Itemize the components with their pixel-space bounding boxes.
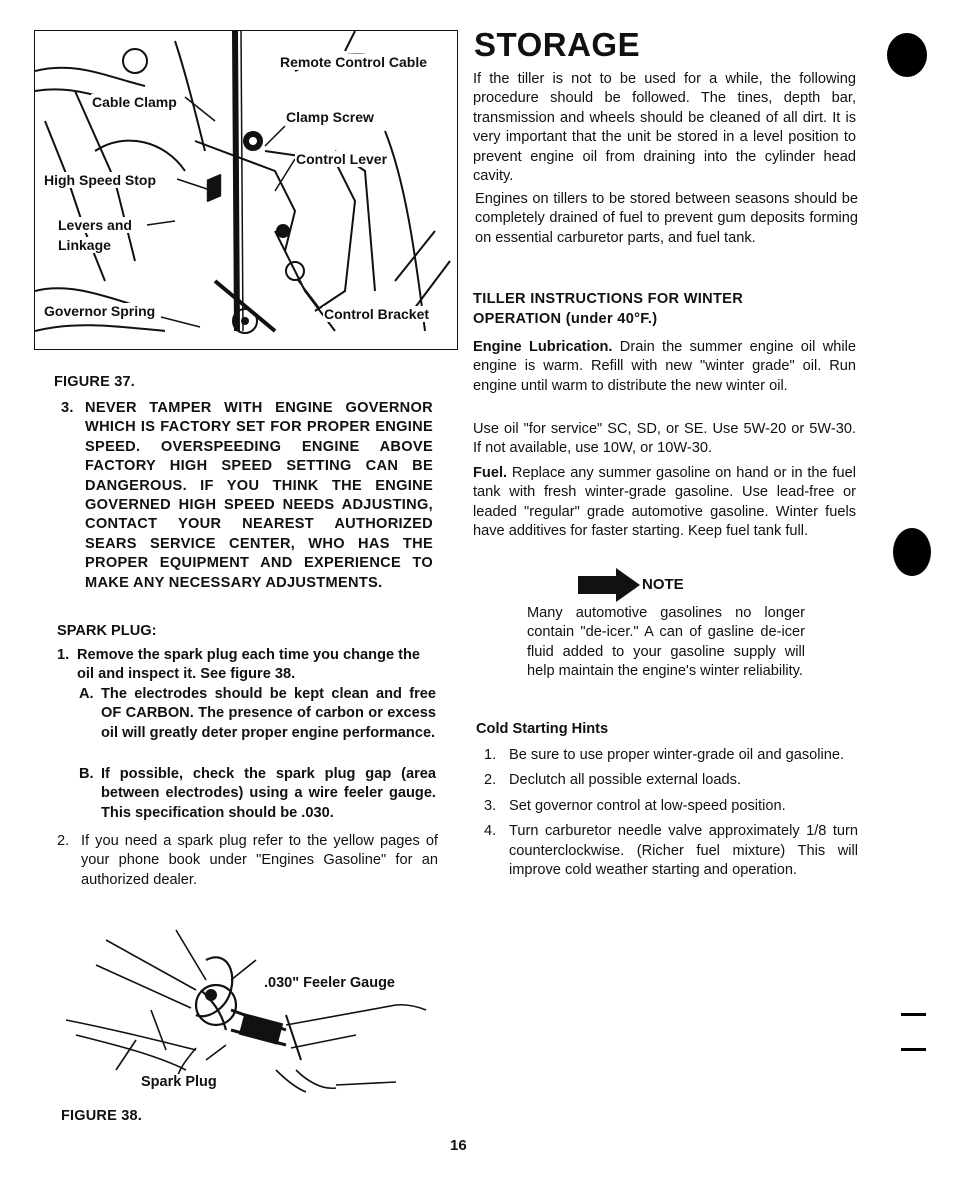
cold-item [484, 822, 858, 880]
fuel-label: Fuel. [473, 465, 508, 481]
figure-38-caption: FIGURE 38. [61, 1108, 142, 1124]
cable-clamp-label: Cable Clamp [92, 94, 177, 110]
spark-plug-step-a [79, 685, 436, 743]
spark-plug-step-2 [57, 832, 438, 890]
cold-item [484, 771, 858, 790]
step-b-text: If possible, check the spark plug gap (area between electrodes) using a wire feeler gauge. This specification should be .030. [101, 766, 436, 821]
cold-starting-list [484, 746, 858, 880]
step-2-number: 2. [57, 833, 70, 849]
page-number: 16 [450, 1137, 467, 1154]
feeler-gauge-label: .030" Feeler Gauge [264, 975, 395, 991]
step-1-text: Remove the spark plug each time you change the oil and inspect it. See figure 38. [77, 647, 421, 683]
cold-item-number: 3. [484, 797, 497, 814]
winter-heading-line-2: OPERATION (under 40°F.) [473, 311, 658, 327]
cold-item-number: 4. [484, 823, 497, 840]
governor-warning-text: NEVER TAMPER WITH ENGINE GOVERNOR WHICH IS FACTORY SET FOR PROPER ENGINE SPEED. OVERSPEEDING ENGINE ABOVE FACTORY HIGH SPEED SETTING CAN BE DANGEROUS. IF YOU THINK THE ENGINE GOVERNED HIGH SPEED NEEDS ADJUSTING, CONTACT YOUR NEAREST AUTHORIZED SEARS SERVICE CENTER, WHO HAS THE PROPER EQUIPMENT AND EXPERIENCE TO MAKE ANY NECESSARY ADJUSTMENTS. [85, 400, 433, 591]
remote-control-cable-label: Remote Control Cable [280, 54, 428, 70]
winter-heading-line-1: TILLER INSTRUCTIONS FOR WINTER [473, 291, 744, 307]
cold-item-number: 1. [484, 747, 497, 763]
note-header [578, 568, 718, 602]
oil-service-paragraph: Use oil "for service" SC, SD, or SE. Use 5W-20 or 5W-30. If not available, use 10W, or 10W-30. [473, 421, 856, 457]
engine-lubrication-label: Engine Lubrication. [473, 339, 613, 355]
engine-lubrication-text: Drain the summer engine oil while engine is warm. Refill with new "winter grade" oil. Run engine until warm to distribute the new winter oil. [473, 339, 856, 394]
spark-plug-step-b [79, 765, 436, 823]
governor-spring-label: Governor Spring [44, 303, 156, 319]
engine-lubrication-paragraph [473, 338, 856, 396]
binder-dash-mark-2 [901, 1048, 926, 1051]
step-a-text: The electrodes should be kept clean and free OF CARBON. The presence of carbon or excess oil will greatly deter proper engine performance. [101, 686, 436, 741]
spark-plug-step-1 [57, 646, 435, 685]
fuel-paragraph [473, 464, 856, 542]
item-3-number: 3. [61, 400, 74, 416]
step-1-number: 1. [57, 647, 70, 663]
note-label: NOTE [642, 576, 684, 593]
control-bracket-label: Control Bracket [324, 306, 430, 322]
fuel-text: Replace any summer gasoline on hand or in the fuel tank with fresh winter-grade gasoline. Use lead-free or leaded "regular" grade automotive gasoline. Winter fuels have additives for faster starting. Keep fuel tank full. [473, 465, 856, 540]
note-text: Many automotive gasolines no longer contain "de-icer." A can of gasline de-icer fluid added to your gasoline supply will help maintain the engine's winter reliability. [527, 605, 805, 680]
cold-item-text: Be sure to use proper winter-grade oil and gasoline. [509, 747, 845, 763]
cold-starting-heading: Cold Starting Hints [476, 721, 609, 737]
spark-plug-heading: SPARK PLUG: [57, 623, 157, 639]
storage-paragraph-2: Engines on tillers to be stored between seasons should be completely drained of fuel to prevent gum deposits forming on essential carburetor parts, and fuel tank. [475, 191, 858, 246]
warning-item-3 [61, 399, 433, 593]
page-title: STORAGE [474, 26, 641, 63]
linkage-label: Linkage [58, 237, 111, 253]
high-speed-stop-label: High Speed Stop [44, 172, 156, 188]
binder-hole-mark-middle [893, 528, 931, 576]
spark-plug-gauge-drawing [56, 920, 436, 1095]
cold-item-text: Declutch all possible external loads. [509, 772, 742, 789]
control-lever-label: Control Lever [296, 151, 388, 167]
figure-37-caption: FIGURE 37. [54, 374, 135, 390]
figure-38-illustration [56, 920, 436, 1095]
cold-item-text: Set governor control at low-speed position. [509, 797, 786, 814]
storage-paragraph-1: If the tiller is not to be used for a while, the following procedure should be followed. The tines, depth bar, transmission and wheels should be cleaned of all dirt. It is very important that the unit be stored in a level position to prevent engine oil from draining into the cylinder head cavity. [473, 71, 856, 185]
cold-item [484, 797, 858, 816]
step-2-text: If you need a spark plug refer to the yellow pages of your phone book under "Engines Gasoline" for an authorized dealer. [81, 833, 438, 888]
binder-dash-mark-1 [901, 1013, 926, 1016]
step-a-letter: A. [79, 686, 94, 702]
cold-item-text: Turn carburetor needle valve approximately 1/8 turn counterclockwise. (Richer fuel mixture) This will improve cold weather starting and operation. [509, 823, 858, 879]
figure-37-illustration [34, 30, 458, 350]
note-arrow-icon [578, 568, 642, 602]
cold-item-number: 2. [484, 772, 497, 789]
step-b-letter: B. [79, 766, 94, 782]
clamp-screw-label: Clamp Screw [286, 109, 374, 125]
spark-plug-label: Spark Plug [141, 1074, 217, 1090]
binder-hole-mark-top [887, 33, 927, 77]
levers-and-label: Levers and [58, 217, 132, 233]
cold-item [484, 746, 858, 765]
